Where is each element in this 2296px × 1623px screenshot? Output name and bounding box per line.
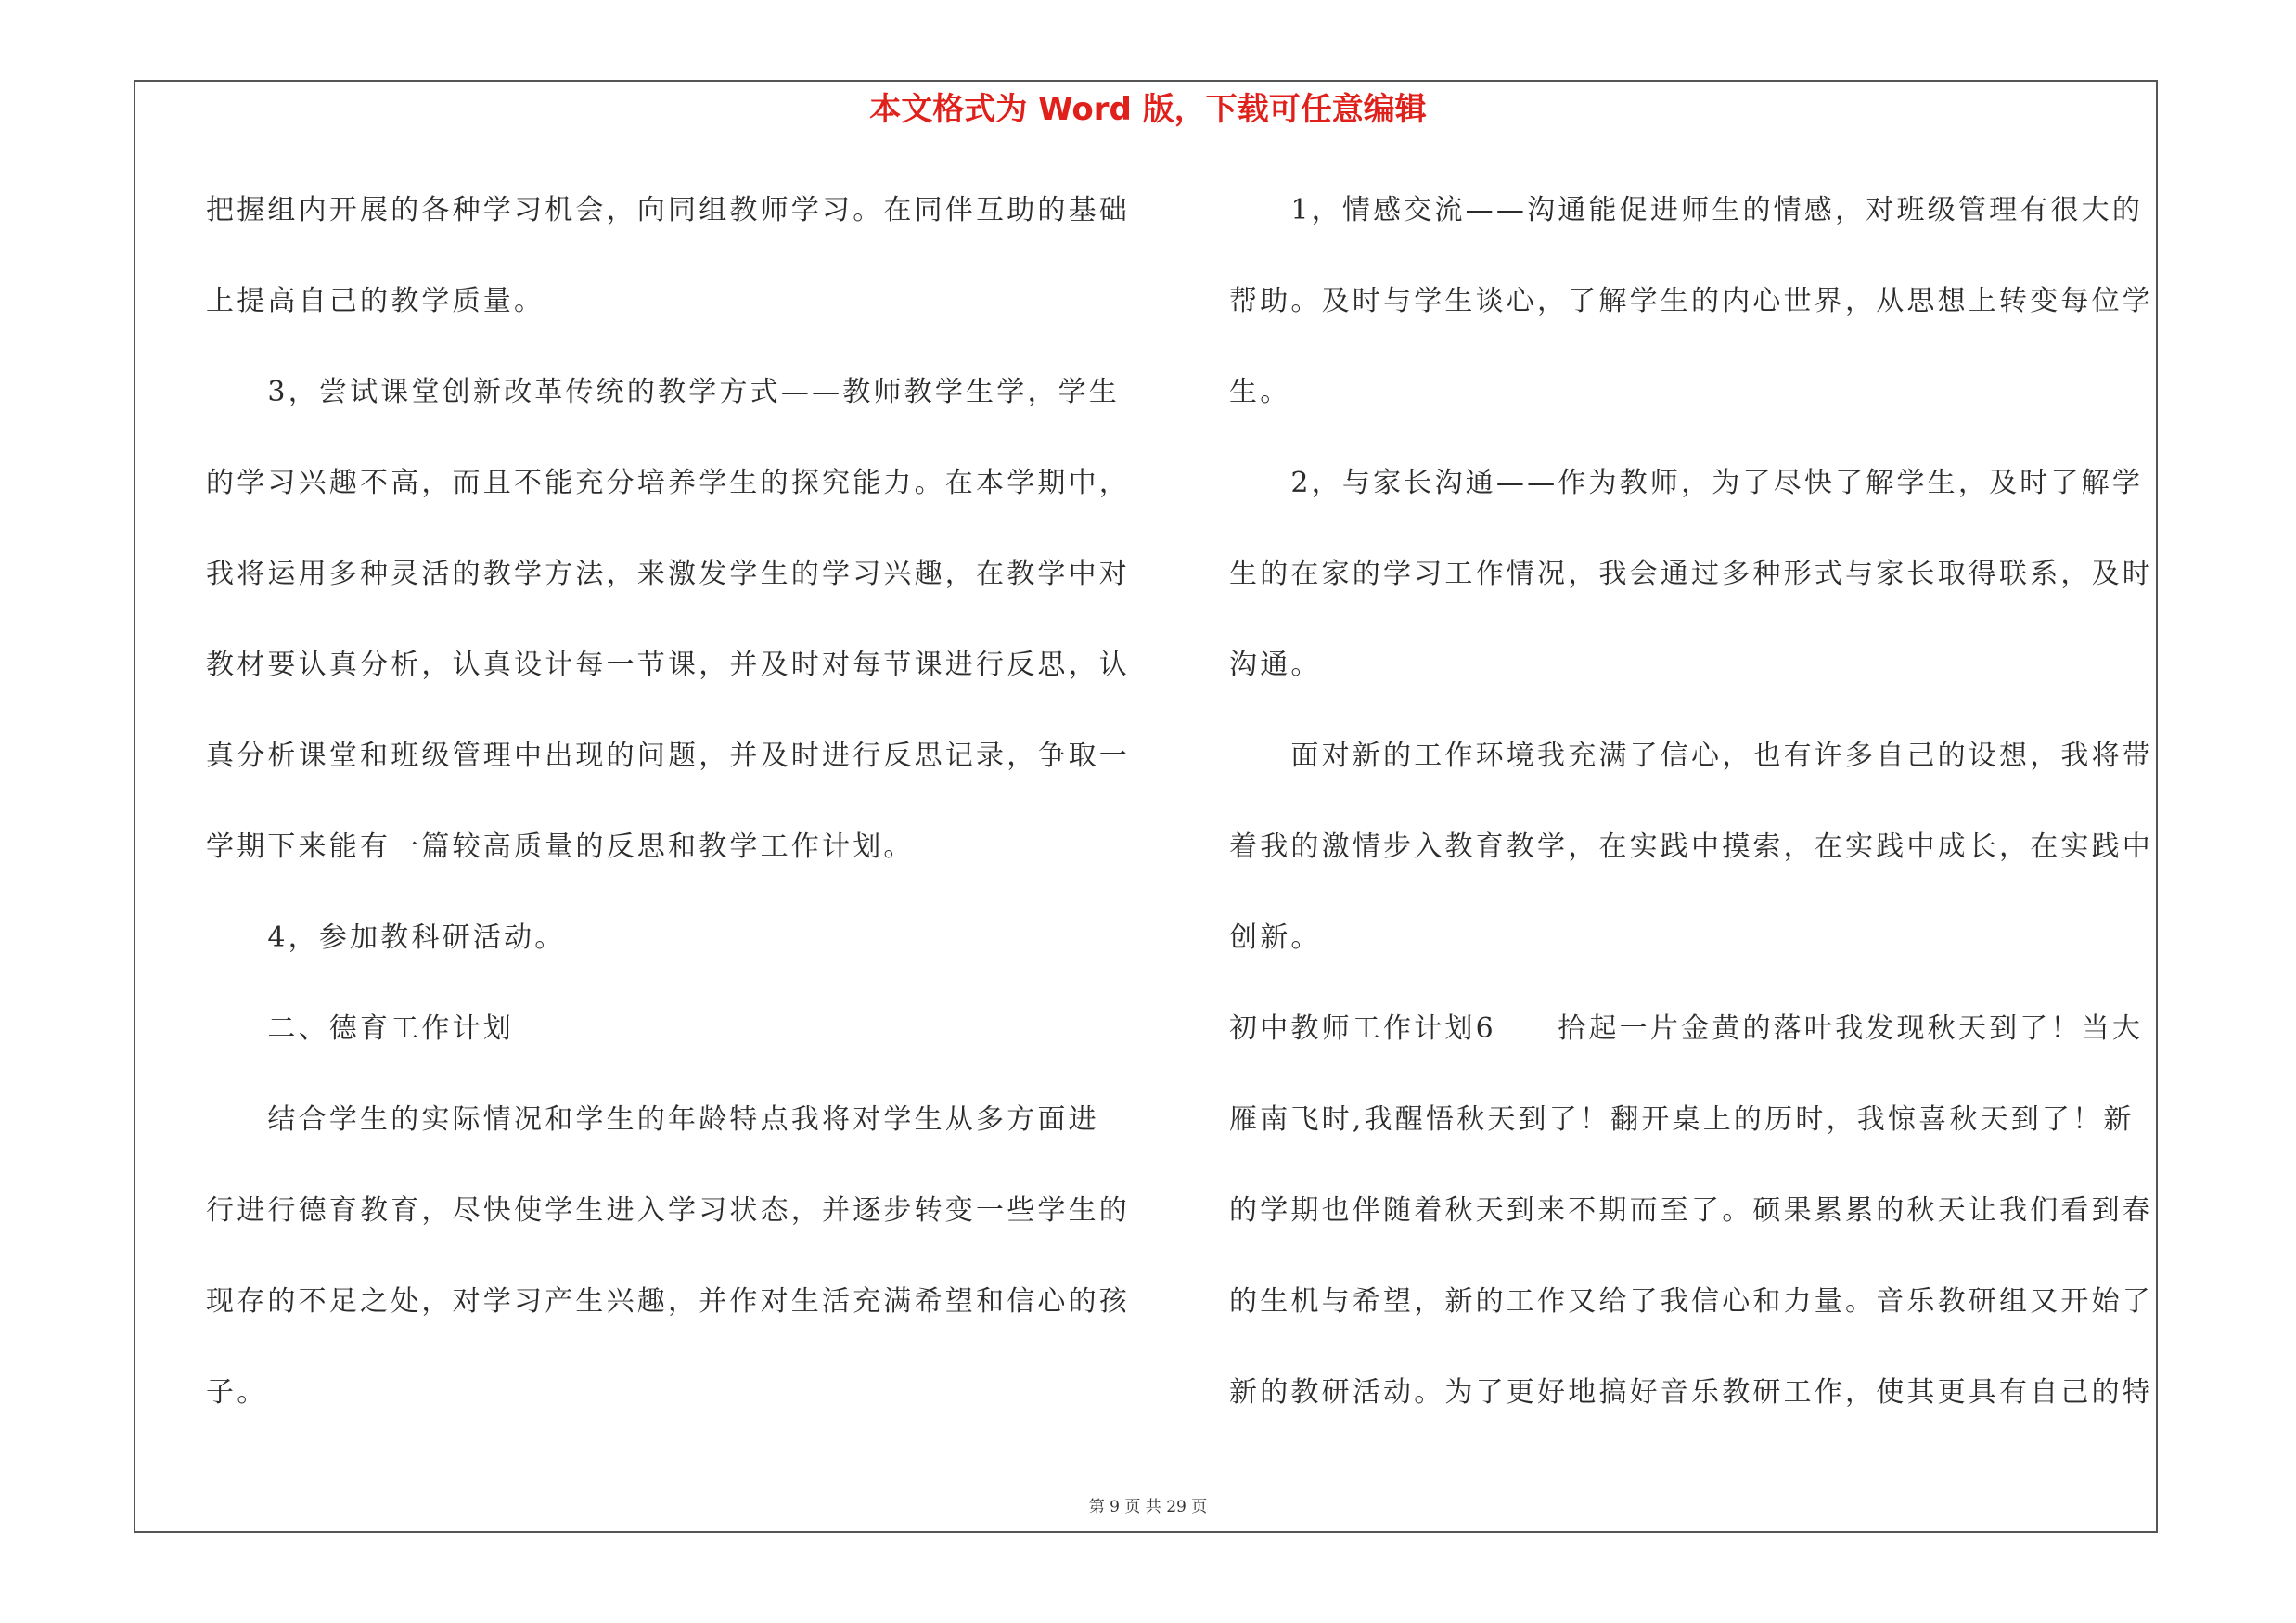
text-line: 现存的不足之处，对学习产生兴趣，并作对生活充满希望和信心的孩 [206, 1285, 1130, 1318]
text-line: 着我的激情步入教育教学，在实践中摸索，在实践中成长，在实践中 [1229, 831, 2153, 863]
text-line: 2，与家长沟通——作为教师，为了尽快了解学生，及时了解学 [1229, 467, 2144, 499]
text-line: 4，参加教科研活动。 [206, 921, 566, 954]
text-line: 的学期也伴随着秋天到来不期而至了。硕果累累的秋天让我们看到春 [1229, 1194, 2153, 1227]
text-line: 子。 [206, 1376, 268, 1409]
page-number-footer [0, 1496, 2296, 1518]
left-text-column [206, 182, 1130, 1455]
text-line: 真分析课堂和班级管理中出现的问题，并及时进行反思记录，争取一 [206, 740, 1130, 772]
right-text-column [1229, 182, 2153, 1455]
footer-prefix: 第 [1088, 1498, 1110, 1516]
text-line: 把握组内开展的各种学习机会，向同组教师学习。在同伴互助的基础 [206, 194, 1130, 226]
text-line: 结合学生的实际情况和学生的年龄特点我将对学生从多方面进 [206, 1103, 1099, 1136]
text-line: 生。 [1229, 376, 1291, 408]
text-line: 1，情感交流——沟通能促进师生的情感，对班级管理有很大的 [1229, 194, 2144, 226]
total-page-count: 29 [1166, 1498, 1186, 1516]
text-line: 创新。 [1229, 921, 1322, 954]
text-line: 新的教研活动。为了更好地搞好音乐教研工作，使其更具有自己的特 [1229, 1376, 2153, 1409]
text-line: 的生机与希望，新的工作又给了我信心和力量。音乐教研组又开始了 [1229, 1285, 2153, 1318]
text-line: 学期下来能有一篇较高质量的反思和教学工作计划。 [206, 831, 915, 863]
section-heading: 二、德育工作计划 [206, 1012, 514, 1045]
footer-middle: 页 共 [1119, 1498, 1167, 1516]
text-line: 我将运用多种灵活的教学方法，来激发学生的学习兴趣，在教学中对 [206, 558, 1130, 590]
text-line: 行进行德育教育，尽快使学生进入学习状态，并逐步转变一些学生的 [206, 1194, 1130, 1227]
text-line: 的学习兴趣不高，而且不能充分培养学生的探究能力。在本学期中， [206, 467, 1130, 499]
text-line: 3，尝试课堂创新改革传统的教学方式——教师教学生学，学生 [206, 376, 1121, 408]
footer-suffix: 页 [1186, 1498, 1208, 1516]
text-line: 上提高自己的教学质量。 [206, 285, 545, 317]
text-line: 教材要认真分析，认真设计每一节课，并及时对每节课进行反思，认 [206, 649, 1130, 681]
text-line: 生的在家的学习工作情况，我会通过多种形式与家长取得联系，及时 [1229, 558, 2153, 590]
header-banner: 本文格式为 Word 版，下载可任意编辑 [869, 91, 1427, 128]
text-line: 雁南飞时,我醒悟秋天到了！翻开桌上的历时，我惊喜秋天到了！新 [1229, 1103, 2135, 1136]
text-line: 沟通。 [1229, 649, 1322, 681]
section-heading: 初中教师工作计划6 拾起一片金黄的落叶我发现秋天到了！当大 [1229, 1012, 2144, 1045]
text-line: 帮助。及时与学生谈心，了解学生的内心世界，从思想上转变每位学 [1229, 285, 2153, 317]
text-line: 面对新的工作环境我充满了信心，也有许多自己的设想，我将带 [1229, 740, 2153, 772]
current-page-number: 9 [1110, 1498, 1120, 1516]
